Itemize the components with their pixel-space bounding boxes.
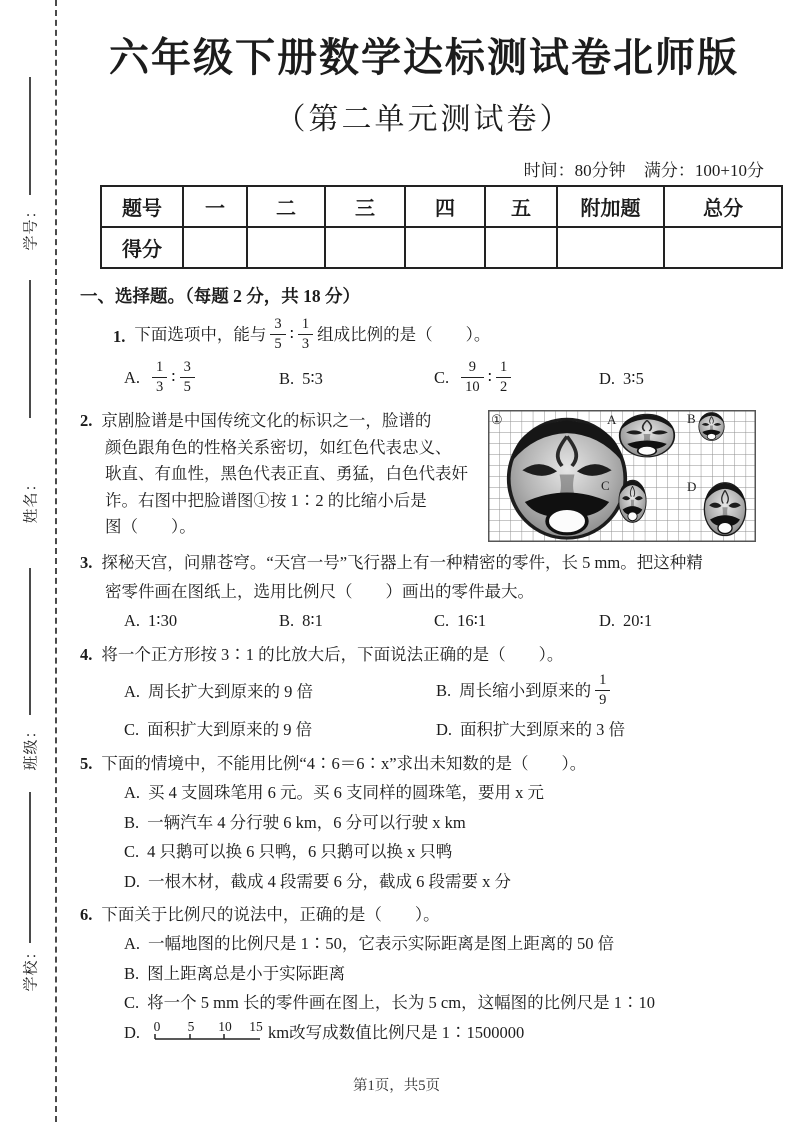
scale-tick-5: 5	[187, 1018, 195, 1034]
score-col-1: 一	[183, 186, 247, 227]
opera-mask-d	[704, 483, 745, 536]
write-line-3	[29, 568, 31, 715]
opera-mask-a	[620, 415, 675, 458]
figure-label-c: C	[601, 478, 610, 494]
score-cell	[664, 227, 782, 268]
fraction: $\frac{1}{2}$	[496, 359, 511, 395]
question-6-number: 6.	[80, 905, 93, 925]
scale-tick-10: 10	[218, 1018, 232, 1034]
question-3: 3. 探秘天宫，问鼎苍穹。“天宫一号”飞行器上有一种精密的零件，长 5 mm。把这种精 密零件画在图纸上，选用比例尺（ ）画出的零件最大。 A. 1∶30 B. 8∶1 C. 16∶1 D. 20∶1	[80, 548, 768, 636]
q6-option-a: A. 一幅地图的比例尺是 1∶50，它表示实际距离是图上距离的 50 倍	[124, 934, 615, 954]
score-col-total: 总分	[664, 186, 782, 227]
score-cell	[485, 227, 557, 268]
q6-option-c: C. 将一个 5 mm 长的零件画在图上，长为 5 cm，这幅图的比例尺是 1∶10	[124, 993, 655, 1013]
score-col-bonus: 附加题	[557, 186, 664, 227]
write-line-1	[29, 77, 31, 195]
score-cell	[183, 227, 247, 268]
class-label: 班级：	[23, 722, 40, 771]
question-2: 2. 京剧脸谱是中国传统文化的标识之一，脸谱的 颜色跟角色的性格关系密切，如红色代表忠义、 耿直、有血性，黑色代表正直、勇猛，白色代表奸 诈。右图中把脸谱图①按 1∶2 的比缩小后是 图（ ）。 ① A B C D	[80, 408, 768, 542]
q4-option-c: C. 面积扩大到原来的 9 倍	[124, 720, 313, 740]
question-3-number: 3.	[80, 553, 93, 573]
page-title: 六年级下册数学达标测试卷北师版	[109, 35, 739, 80]
write-line-4	[29, 792, 31, 943]
figure-label-d: D	[687, 479, 697, 495]
fraction: $\frac{1}{3}$	[152, 359, 167, 395]
score-col-5: 五	[485, 186, 557, 227]
q4-option-a: A. 周长扩大到原来的 9 倍	[124, 682, 314, 702]
q1-option-c: C. $\frac{9}{10}$ ∶ $\frac{1}{2}$	[434, 359, 599, 399]
score-cell	[325, 227, 405, 268]
opera-mask-b	[699, 413, 724, 441]
question-1-number: 1.	[113, 326, 126, 346]
score-col-2: 二	[247, 186, 325, 227]
figure-label-b: B	[687, 411, 696, 427]
fraction: $\frac{1}{9}$	[595, 672, 610, 708]
linear-scale-bar	[150, 1018, 266, 1044]
exam-meta	[80, 156, 764, 181]
q1-option-a: A. $\frac{1}{3}$ ∶ $\frac{3}{5}$	[124, 359, 279, 399]
opera-mask-c	[619, 481, 646, 523]
q1-option-d: D. 3∶5	[599, 369, 644, 389]
score-row-label: 得分	[101, 227, 183, 268]
score-cell	[405, 227, 485, 268]
section-1-heading: 一、选择题。（每题 2 分，共 18 分）	[80, 286, 360, 306]
q3-option-a: A. 1∶30	[124, 611, 178, 631]
question-2-number: 2.	[80, 411, 93, 431]
q5-option-a: A. 买 4 支圆珠笔用 6 元。买 6 支同样的圆珠笔，要用 x 元	[124, 783, 545, 803]
write-line-2	[29, 280, 31, 418]
school-label: 学校：	[23, 943, 40, 992]
score-value-row	[101, 227, 782, 268]
question-5-number: 5.	[80, 754, 93, 774]
question-1: 1. 下面选项中，能与 $\frac{3}{5}$ ∶ $\frac{1}{3}$ 组成比例的是（ ）。 A. $\frac{1}{3}$ ∶ $\frac{3}{5}$ B. 5∶3 C. $\frac{9}{10}$ ∶ $\frac{1}{2}$ D. 3∶5	[80, 316, 768, 402]
score-col-number: 题号	[101, 186, 183, 227]
q3-option-d: D. 20∶1	[599, 611, 653, 631]
q5-option-b: B. 一辆汽车 4 分行驶 6 km，6 分可以行驶 x km	[124, 812, 466, 832]
fraction: $\frac{9}{10}$	[461, 359, 484, 395]
score-cell	[247, 227, 325, 268]
question-4: 4. 将一个正方形按 3∶1 的比放大后，下面说法正确的是（ ）。 A. 周长扩大到原来的 9 倍 B. 周长缩小到原来的 $\frac{1}{9}$ C. 面积扩大到原来的 9 倍 D. 面积扩大到原来的 3 倍	[80, 640, 768, 745]
page-number: 第1页，共5页	[353, 1078, 440, 1094]
scale-tick-15: 15	[249, 1018, 263, 1034]
question-5: 5. 下面的情境中，不能用比例“4∶6＝6∶x”求出未知数的是（ ）。 A. 买 4 支圆珠笔用 6 元。买 6 支同样的圆珠笔，要用 x 元 B. 一辆汽车 4 分行驶 6 km，6 分可以行驶 x km C. 4 只鹅可以换 6 只鸭，6 只鹅可以换 x 只鸭 D. 一根木材，截成 4 段需要 6 分，截成 6 段需要 x 分	[80, 749, 768, 896]
q5-option-d: D. 一根木材，截成 4 段需要 6 分，截成 6 段需要 x 分	[124, 871, 512, 891]
question-4-number: 4.	[80, 645, 93, 665]
seal-dashed-line	[55, 0, 57, 1122]
scale-tick-0: 0	[153, 1018, 161, 1034]
q3-option-b: B. 8∶1	[279, 611, 323, 631]
question-6: 6. 下面关于比例尺的说法中，正确的是（ ）。 A. 一幅地图的比例尺是 1∶50，它表示实际距离是图上距离的 50 倍 B. 图上距离总是小于实际距离 C. 将一个 5 mm 长的零件画在图上，长为 5 cm，这幅图的比例尺是 1∶10 D. 0 5 10 15 km改写成数值比例尺是 1∶1500000	[80, 900, 768, 1047]
q5-option-c: C. 4 只鹅可以换 6 只鸭，6 只鹅可以换 x 只鸭	[124, 842, 453, 862]
exam-full-score: 满分：100+10分	[643, 161, 764, 180]
score-header-row	[101, 186, 782, 227]
score-col-4: 四	[405, 186, 485, 227]
q4-option-b: B. 周长缩小到原来的 $\frac{1}{9}$	[436, 672, 768, 712]
page-subtitle: （第二单元测试卷）	[275, 103, 573, 136]
q1-option-b: B. 5∶3	[279, 369, 323, 389]
score-table	[100, 185, 783, 269]
fraction: $\frac{3}{5}$	[270, 316, 285, 352]
opera-masks-figure	[488, 410, 756, 542]
q6-option-b: B. 图上距离总是小于实际距离	[124, 963, 346, 983]
student-name-label: 姓名：	[23, 475, 40, 524]
q6-option-d: D. 0 5 10 15 km改写成数值比例尺是 1∶1500000	[124, 1018, 525, 1042]
q4-option-d: D. 面积扩大到原来的 3 倍	[436, 720, 626, 740]
figure-label-a: A	[607, 412, 617, 428]
score-col-3: 三	[325, 186, 405, 227]
q3-option-c: C. 16∶1	[434, 611, 487, 631]
figure-label-circle1: ①	[491, 412, 503, 428]
fraction: $\frac{1}{3}$	[298, 316, 313, 352]
fraction: $\frac{3}{5}$	[180, 359, 195, 395]
score-cell	[557, 227, 664, 268]
exam-time: 时间：80分钟	[523, 161, 626, 180]
student-id-label: 学号：	[23, 202, 40, 251]
